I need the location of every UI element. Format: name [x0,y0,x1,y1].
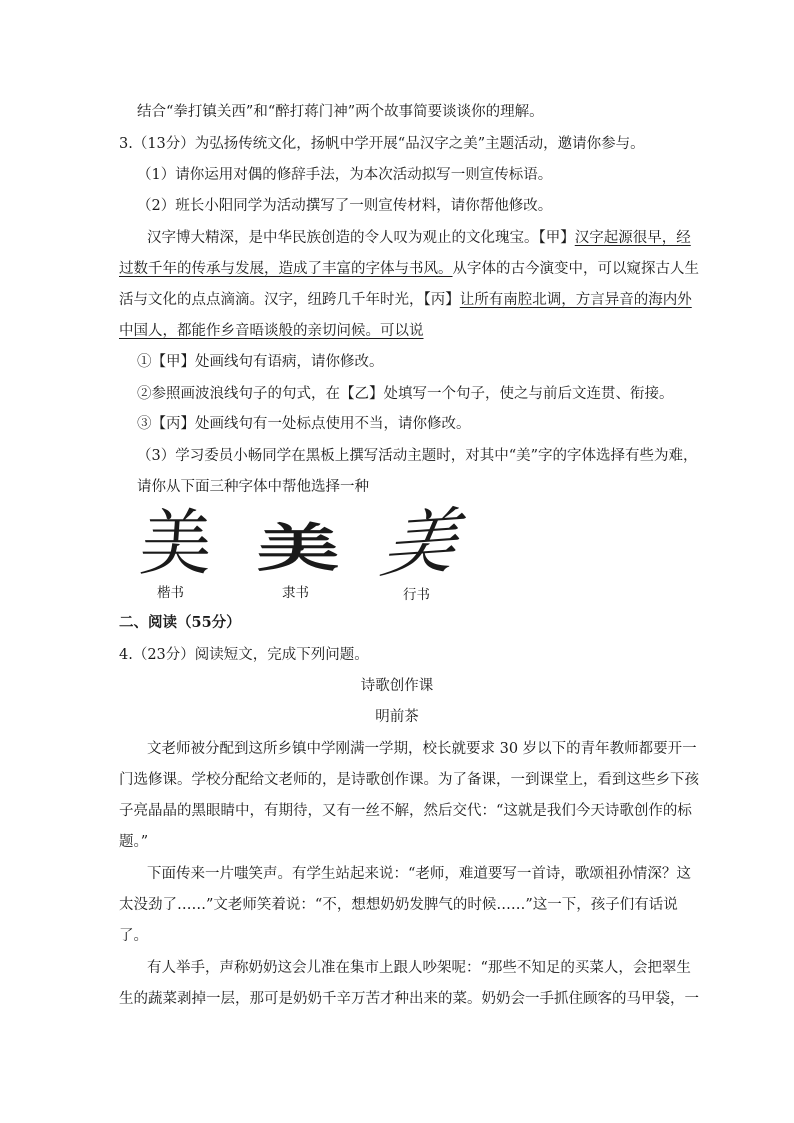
kaishu-label: 楷书 [157,585,184,601]
q4-stem: 4.（23分）阅读短文，完成下列问题。 [119,647,369,663]
p1-line2: 门选修课。学校分配给文老师的，是诗歌创作课。为了备课，一到课堂上，看到这些乡下孩 [119,772,699,788]
section2-heading: 二、阅读（55分） [119,614,241,631]
jia-underlined-a: 汉字起源很早，经 [574,230,691,246]
p3-line2: 生的蔬菜剥掉一层，那可是奶奶千辛万苦才种出来的菜。奶奶会一手抓住顾客的马甲袋，一 [119,991,699,1007]
kaishu-glyph: 美 [137,501,215,585]
q3-task1: ①【甲】处画线句有语病，请你修改。 [137,354,384,370]
q3-stem: 3.（13分）为弘扬传统文化，扬帆中学开展“品汉字之美”主题活动，邀请你参与。 [119,136,645,152]
p2-line3: 了。 [119,928,148,944]
passage-line4 [119,321,424,341]
article-title: 诗歌创作课 [360,678,434,694]
q3-task2: ②参照画波浪线句子的句式，在【乙】处填写一个句子，使之与前后文连贯、衔接。 [137,386,674,402]
lishu-glyph: 美 [256,517,340,579]
q3-sub3-line1: （3）学习委员小畅同学在黑板上撰写活动主题时，对其中“美”字的字体选择有些为难， [137,448,698,464]
q3-task3: ③【丙】处画线句有一处标点使用不当，请你修改。 [137,416,471,432]
passage-line2-b: 从字体的古今演变中，可以窥探古人生 [452,261,699,277]
p3-line1: 有人举手，声称奶奶这会儿准在集市上跟人吵架呢：“那些不知足的买菜人，会把翠生 [147,960,691,976]
p1-line3: 子亮晶晶的黑眼睛中，有期待，又有一丝不解，然后交代：“这就是我们今天诗歌创作的标 [119,803,692,819]
p1-line1: 文老师被分配到这所乡镇中学刚满一学期，校长就要求 30 岁以下的青年教师都要开一 [147,741,697,757]
jia-underlined-b: 过数千年的传承与发展，造成了丰富的字体与书风。 [119,261,453,277]
passage-line1-a: 汉字博大精深，是中华民族创造的令人叹为观止的文化瑰宝。【甲】 [147,230,575,246]
bing-underlined-a: 让所有南腔北调，方言异音的海内外 [459,292,692,308]
passage-line2 [119,259,699,279]
p2-line2: 太没劲了……”文老师笑着说：“不，想想奶奶发脾气的时候……”这一下，孩子们有话说 [119,897,678,913]
passage-line1 [147,228,691,248]
passage-line3 [119,290,692,310]
xingshu-label: 行书 [403,587,430,603]
p1-line4: 题。” [119,834,149,850]
q2-tail: 结合“拳打镇关西”和“醉打蒋门神”两个故事简要谈谈你的理解。 [137,104,544,120]
article-author: 明前茶 [375,709,419,725]
p2-line1: 下面传来一片嗤笑声。有学生站起来说：“老师，难道要写一首诗，歌颂祖孙情深？这 [147,866,691,882]
xingshu-glyph: 美 [375,498,465,588]
lishu-label: 隶书 [282,585,309,601]
bing-underlined-b: 中国人，都能作乡音晤谈般的亲切问候。可以说 [119,323,424,339]
q3-sub2: （2）班长小阳同学为活动撰写了一则宣传材料，请你帮他修改。 [137,198,553,214]
passage-line3-a: 活与文化的点点滴滴。汉字，纽跨几千年时光，【丙】 [119,292,460,308]
q3-sub1: （1）请你运用对偶的修辞手法，为本次活动拟写一则宣传标语。 [137,167,553,183]
q3-sub3-line2: 请你从下面三种字体中帮他选择一种 [137,479,369,495]
